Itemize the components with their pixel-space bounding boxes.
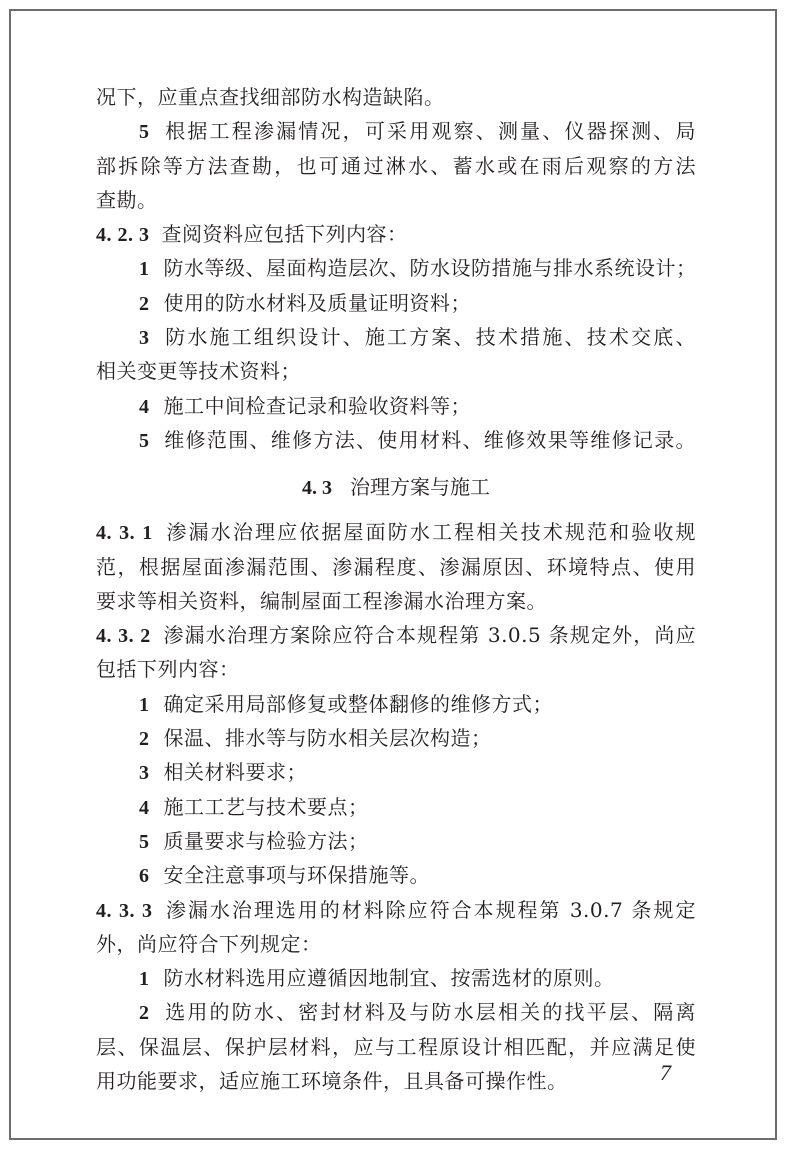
clause-number: 4. 2. 3 (96, 224, 150, 247)
clause (96, 217, 696, 251)
text-line: 外，尚应符合下列规定： (96, 931, 322, 956)
item-number: 4 (139, 395, 150, 418)
item-number: 3 (139, 762, 150, 785)
text-line: 相关变更等技术资料； (96, 359, 301, 384)
item-text: 施工工艺与技术要点； (163, 794, 369, 819)
item-text: 确定采用局部修复或整体翻修的维修方式； (163, 691, 553, 716)
text-line: 部拆除等方法查勘，也可通过淋水、蓄水或在雨后观察的方法 (96, 153, 696, 178)
list-item (96, 320, 696, 354)
item-number: 5 (139, 121, 150, 144)
item-number: 4 (139, 796, 150, 819)
list-item (96, 961, 696, 995)
clause (96, 893, 696, 927)
clause-number: 4. 3. 2 (96, 625, 151, 648)
clause-text: 渗漏水治理应依据屋面防水工程相关技术规范和验收规 (164, 520, 697, 545)
list-item (96, 995, 696, 1029)
item-number: 2 (139, 292, 150, 315)
item-text: 质量要求与检验方法； (163, 828, 369, 853)
clause-text: 渗漏水治理选用的材料除应符合本规程第 3.0.7 条规定 (164, 897, 696, 922)
item-text: 相关材料要求； (163, 760, 307, 785)
item-number: 2 (139, 728, 150, 751)
list-item (96, 790, 696, 824)
section-title: 治理方案与施工 (350, 475, 490, 500)
text-line: 况下，应重点查找细部防水构造缺陷。 (96, 85, 445, 109)
text-line: 用功能要求，适应施工环境条件，且具备可操作性。 (96, 1069, 568, 1094)
list-item (96, 687, 696, 721)
text-line: 包括下列内容： (96, 657, 240, 682)
section-number: 4. 3 (302, 477, 332, 500)
text-line: 要求等相关资料，编制屋面工程渗漏水治理方案。 (96, 588, 547, 613)
item-text: 根据工程渗漏情况，可采用观察、测量、仪器探测、局 (163, 119, 696, 144)
item-text: 使用的防水材料及质量证明资料； (163, 290, 471, 315)
clause-text: 渗漏水治理方案除应符合本规程第 3.0.5 条规定外，尚应 (162, 623, 696, 648)
list-item (96, 114, 696, 148)
list-item (96, 858, 696, 892)
list-item (96, 286, 696, 320)
clause-number: 4. 3. 3 (96, 899, 153, 922)
item-number: 5 (139, 830, 150, 853)
document-body (96, 80, 696, 1098)
text-line: 层、保温层、保护层材料，应与工程原设计相匹配，并应满足使 (96, 1034, 696, 1059)
item-text: 防水材料选用应遵循因地制宜、按需选材的原则。 (163, 966, 615, 991)
clause (96, 515, 696, 549)
item-text: 维修范围、维修方法、使用材料、维修效果等维修记录。 (163, 427, 696, 452)
list-item (96, 824, 696, 858)
page-number: 7 (660, 1060, 671, 1085)
item-number: 5 (139, 429, 150, 452)
clause (96, 618, 696, 652)
list-item (96, 423, 696, 457)
list-item (96, 721, 696, 755)
list-item (96, 251, 696, 285)
item-text: 选用的防水、密封材料及与防水层相关的找平层、隔离 (163, 1000, 696, 1025)
item-text: 安全注意事项与环保措施等。 (163, 863, 430, 888)
section-heading (96, 465, 696, 509)
item-text: 防水施工组织设计、施工方案、技术措施、技术交底、 (163, 325, 696, 350)
item-text: 保温、排水等与防水相关层次构造； (163, 726, 492, 751)
item-text: 防水等级、屋面构造层次、防水设防措施与排水系统设计； (163, 256, 697, 281)
clause-text: 查阅资料应包括下列内容： (161, 222, 408, 247)
item-number: 1 (139, 968, 150, 991)
list-item (96, 389, 696, 423)
item-text: 施工中间检查记录和验收资料等； (163, 393, 471, 418)
item-number: 2 (139, 1002, 150, 1025)
item-number: 3 (139, 327, 150, 350)
text-line: 查勘。 (96, 187, 158, 212)
item-number: 1 (139, 693, 150, 716)
clause-number: 4. 3. 1 (96, 522, 153, 545)
item-number: 6 (139, 865, 150, 888)
text-line: 范，根据屋面渗漏范围、渗漏程度、渗漏原因、环境特点、使用 (96, 554, 696, 579)
item-number: 1 (139, 258, 150, 281)
list-item (96, 755, 696, 789)
